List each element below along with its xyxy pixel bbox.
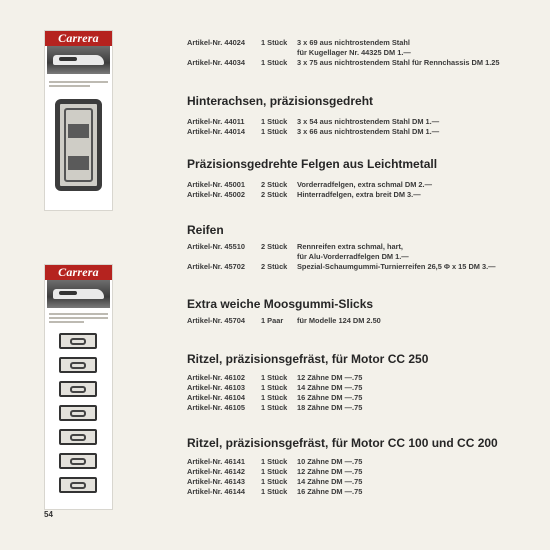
brand-logo: Carrera (45, 265, 112, 280)
catalog-page: Carrera Carrera Artikel-Nr. 44024 1 Stück 3 x 69 aus nichtrostendem Stahl für Kugellager Nr. 44325 DM 1.— Artikel-Nr. 44034 1 Stück 3 x 75 aus nichtrostendem Stahl für Rennchassis DM 1.25 Hinterachsen, präzisionsgedreht Artikel-Nr. 44011 1 Stück 3 x 54 aus nichtrostendem Stahl DM 1.— Artikel-Nr. 44014 1 Stück 3 x 66 aus nichtrostendem Stahl DM 1.— Präzisionsgedrehte Felgen aus Leichtmetall Artikel-Nr. 45001 2 Stück Vorderradfelgen, extra schmal DM 2.— Artikel-Nr. 45002 2 Stück Hinterradfelgen, extra breit DM 3.— Reifen Artikel-Nr. 45510 2 Stück Rennreifen extra schmal, hart, für Alu-Vorderradfelgen DM 1.— Artikel-Nr. 45702 2 Stück Spezial-Schaumgummi-Turnierreifen 26,5 Φ x 15 DM 3.— Extra weiche Moosgummi-Slicks Artikel-Nr. 45704 1 Paar für Modelle 124 DM 2.50 Ritzel, präzisionsgefräst, für Motor CC 250 Artikel-Nr. 46102 1 Stück 12 Zähne DM —.75 Artikel-Nr. 46103 1 Stück 14 Zähne DM —.75 Artikel-Nr. 46104 1 Stück 16 Zähne DM —.75 Artikel-Nr. 46105 1 Stück 18 Zähne DM —.75 Ritzel, präzisionsgefräst, für Motor CC 100 und CC 200 Artikel-Nr. 46141 1 Stück 10 Zähne DM —.75 Artikel-Nr. 46142 1 Stück 12 Zähne DM —.75 Artikel-Nr. 46143 1 Stück 14 Zähne DM —.75 Artikel-Nr. 46144 1 Stück 16 Zähne DM —.75 54 (44, 31, 500, 519)
section-tires (187, 223, 496, 272)
label-text-lines (49, 81, 108, 89)
list-item: für Alu-Vorderradfelgen DM 1.— (297, 252, 409, 261)
pinion-gear-icon (59, 405, 97, 421)
section-rear-axles (187, 94, 440, 137)
brand-logo: Carrera (45, 31, 112, 46)
list-item: Artikel-Nr. 46104 1 Stück 16 Zähne DM —.75 (187, 393, 363, 402)
race-car-icon (53, 55, 104, 65)
list-item: Artikel-Nr. 46142 1 Stück 12 Zähne DM —.75 (187, 467, 363, 476)
pinion-gear-icon (59, 333, 97, 349)
section-heading: Ritzel, präzisionsgefräst, für Motor CC 250 (187, 352, 429, 366)
chassis-part-image (55, 99, 102, 191)
list-item: Artikel-Nr. 46105 1 Stück 18 Zähne DM —.75 (187, 403, 363, 412)
section-heading: Ritzel, präzisionsgefräst, für Motor CC 100 und CC 200 (187, 436, 498, 450)
section-slicks (187, 297, 381, 326)
section-heading: Hinterachsen, präzisionsgedreht (187, 94, 374, 108)
list-item: Artikel-Nr. 45702 2 Stück Spezial-Schaumgummi-Turnierreifen 26,5 Φ x 15 DM 3.— (187, 262, 496, 271)
list-item: Artikel-Nr. 46144 1 Stück 16 Zähne DM —.75 (187, 487, 363, 496)
pinion-gear-icon (59, 381, 97, 397)
product-card-pinions (44, 264, 113, 510)
list-item: Artikel-Nr. 46143 1 Stück 14 Zähne DM —.75 (187, 477, 363, 486)
pinion-gear-icon (59, 429, 97, 445)
section-heading: Präzisionsgedrehte Felgen aus Leichtmetall (187, 157, 438, 171)
list-item: Artikel-Nr. 45002 2 Stück Hinterradfelgen, extra breit DM 3.— (187, 190, 421, 199)
pinion-gear-icon (59, 453, 97, 469)
race-car-icon (53, 289, 104, 299)
section-heading: Extra weiche Moosgummi-Slicks (187, 297, 374, 311)
pinion-image-column (59, 333, 97, 501)
section-pinions-cc100-cc200 (187, 436, 498, 497)
label-text-lines (49, 313, 108, 325)
section-heading: Reifen (187, 223, 224, 237)
section-rims (187, 157, 437, 200)
list-item: Artikel-Nr. 46102 1 Stück 12 Zähne DM —.75 (187, 373, 363, 382)
list-item: Artikel-Nr. 45510 2 Stück Rennreifen extra schmal, hart, (187, 242, 403, 251)
list-item: Artikel-Nr. 44014 1 Stück 3 x 66 aus nichtrostendem Stahl DM 1.— (187, 127, 440, 136)
list-item: Artikel-Nr. 46141 1 Stück 10 Zähne DM —.75 (187, 457, 363, 466)
pinion-gear-icon (59, 477, 97, 493)
car-photo (47, 280, 110, 308)
list-item: Artikel-Nr. 44011 1 Stück 3 x 54 aus nichtrostendem Stahl DM 1.— (187, 117, 440, 126)
section-pinions-cc250 (187, 352, 428, 413)
list-item: Artikel-Nr. 45001 2 Stück Vorderradfelgen, extra schmal DM 2.— (187, 180, 432, 189)
list-item: Artikel-Nr. 46103 1 Stück 14 Zähne DM —.75 (187, 383, 363, 392)
page-number: 54 (44, 510, 53, 519)
list-item: Artikel-Nr. 45704 1 Paar für Modelle 124 DM 2.50 (187, 316, 381, 325)
car-photo (47, 46, 110, 74)
pinion-gear-icon (59, 357, 97, 373)
product-card-axles (44, 30, 113, 211)
